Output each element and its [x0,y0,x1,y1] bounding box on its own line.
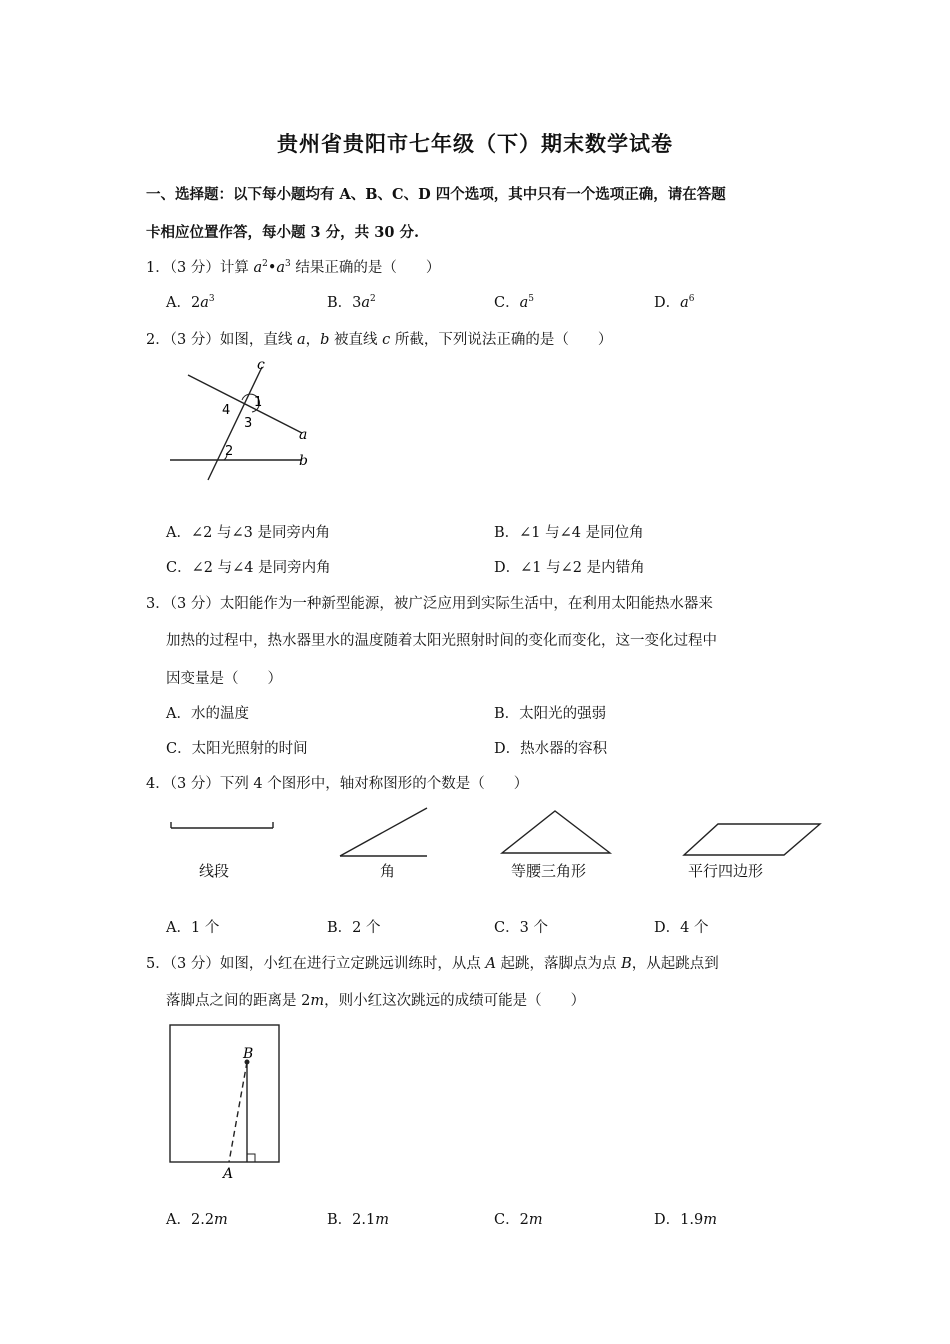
label-b: B [243,1046,254,1062]
label-a: A [223,1166,234,1182]
figure-long-jump [165,1020,285,1182]
option-a[interactable]: A．1 个 [166,920,220,936]
figure-angle [335,804,435,860]
option-d[interactable]: D．热水器的容积 [494,741,608,757]
option-b[interactable]: B．2 个 [327,920,381,936]
option-d[interactable]: D．$a^6$ [654,294,695,311]
option-d[interactable]: D．∠1 与∠2 是内错角 [494,560,645,576]
question-1 [146,256,440,277]
option-c[interactable]: C．$a^5$ [494,294,534,311]
option-b[interactable]: B．$3a^2$ [327,294,376,311]
question-number: 1． [146,260,170,276]
section-instructions-line2: 卡相应位置作答，每小题 3 分，共 30 分. [146,224,420,241]
option-a[interactable]: A．2.2m [166,1212,228,1228]
right-angle-mark [247,1154,255,1162]
option-a[interactable]: A．$2a^3$ [166,294,215,311]
label-c: c [257,357,265,373]
figure-caption: 角 [380,862,396,880]
question-3: 3．（3 分）太阳能作为一种新型能源，被广泛应用到实际生活中，在利用太阳能热水器来 [146,596,713,612]
question-4: 4．（3 分）下列 4 个图形中，轴对称图形的个数是（ ） [146,776,529,792]
expr-dot: • [267,260,277,276]
option-c[interactable]: C．2m [494,1212,543,1228]
label-b: b [299,453,308,469]
figure-transversal-lines [160,355,330,490]
angle-1-label: 1 [254,395,263,410]
label-a: a [299,427,308,443]
figure-line-segment [165,808,280,838]
figure-caption: 平行四边形 [688,862,764,880]
option-a[interactable]: A．∠2 与∠3 是同旁内角 [166,525,330,541]
expr-var: a [253,260,263,276]
question-text: 结果正确的是（ ） [290,260,441,276]
option-c[interactable]: C．3 个 [494,920,548,936]
angle-3-label: 3 [244,416,253,431]
expr-var: a [276,260,286,276]
figure-caption: 线段 [199,862,230,880]
option-b[interactable]: B．太阳光的强弱 [494,706,607,722]
question-text: 计算 [219,260,254,276]
expr-exp: 2 [262,259,268,270]
sandpit-box [170,1025,279,1162]
option-c[interactable]: C．太阳光照射的时间 [166,741,308,757]
jump-line [229,1062,247,1162]
section-instructions-line1: 一、选择题：以下每小题均有 A、B、C、D 四个选项，其中只有一个选项正确，请在答题 [146,186,726,203]
option-a[interactable]: A．水的温度 [166,706,249,722]
option-d[interactable]: D．1.9m [654,1212,717,1228]
option-d[interactable]: D．4 个 [654,920,709,936]
option-b[interactable]: B．2.1m [327,1212,389,1228]
figure-isosceles-triangle [498,806,618,858]
angle-2-label: 2 [225,444,234,459]
question-score: （3 分） [169,260,220,276]
option-c[interactable]: C．∠2 与∠4 是同旁内角 [166,560,331,576]
figure-parallelogram [680,820,825,860]
question-3-line3: 因变量是（ ） [166,671,282,687]
page-title: 贵州省贵阳市七年级（下）期末数学试卷 [277,131,673,156]
line-c [208,367,262,480]
question-2: 2．（3 分）如图，直线 a，b 被直线 c 所截，下列说法正确的是（ ） [146,332,613,348]
angle-4-label: 4 [222,403,231,418]
option-b[interactable]: B．∠1 与∠4 是同位角 [494,525,644,541]
expr-exp: 3 [285,259,291,270]
question-5: 5．（3 分）如图，小红在进行立定跳远训练时，从点 A 起跳，落脚点为点 B，从起跳点到 [146,956,719,972]
question-5-line2: 落脚点之间的距离是 2m，则小红这次跳远的成绩可能是（ ） [166,993,586,1009]
question-3-line2: 加热的过程中，热水器里水的温度随着太阳光照射时间的变化而变化，这一变化过程中 [166,633,717,649]
figure-caption: 等腰三角形 [511,862,587,880]
